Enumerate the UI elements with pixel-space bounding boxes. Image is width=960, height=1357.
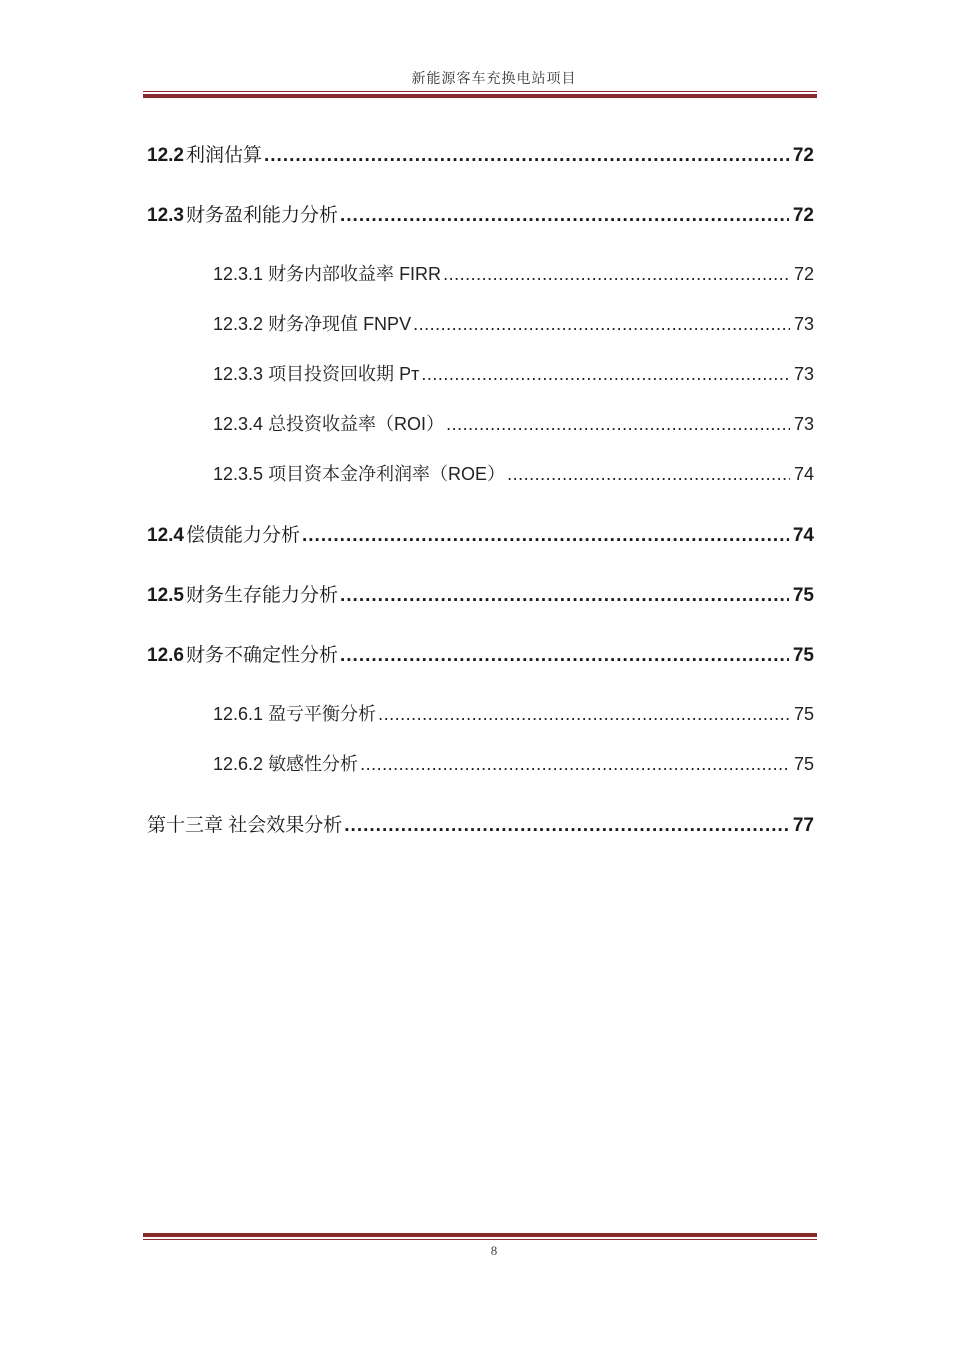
toc-entry-label: 12.3.3 项目投资回收期 Pт	[213, 364, 420, 384]
toc-dot-leader	[507, 464, 790, 485]
toc-dot-leader	[378, 704, 790, 725]
toc-dot-leader	[344, 815, 789, 837]
toc-entry-label: 12.6.2 敏感性分析	[213, 754, 359, 774]
toc-dot-leader	[302, 525, 789, 547]
page-number: 8	[490, 1243, 498, 1258]
toc-dot-leader	[264, 145, 789, 167]
toc-page-number: 74	[793, 464, 814, 484]
toc-dot-leader	[360, 754, 790, 775]
toc-entry-12-3-5[interactable]	[213, 460, 814, 486]
toc-entry-12-6-2[interactable]	[213, 750, 814, 776]
toc-dot-leader	[340, 585, 789, 607]
toc-entry-12-3-3[interactable]	[213, 360, 814, 386]
toc-entry-label: 12.5 财务生存能力分析	[147, 585, 338, 606]
toc-page-number: 77	[792, 815, 814, 836]
toc-page-number: 75	[793, 754, 814, 774]
toc-page-number: 73	[793, 314, 814, 334]
toc-page-number: 75	[792, 645, 814, 666]
toc-entry-label: 12.6 财务不确定性分析	[147, 645, 338, 666]
toc-entry-label: 12.3.4 总投资收益率（ROI）	[213, 414, 445, 434]
toc-entry-12-4[interactable]	[147, 520, 814, 547]
toc-dot-leader	[340, 645, 789, 667]
toc-dot-leader	[413, 314, 790, 335]
toc-page-number: 72	[793, 264, 814, 284]
toc-page-number: 73	[793, 414, 814, 434]
toc-entry-12-3-2[interactable]	[213, 310, 814, 336]
toc-dot-leader	[340, 205, 789, 227]
toc-entry-12-3-1[interactable]	[213, 260, 814, 286]
toc-entry-12-6-1[interactable]	[213, 700, 814, 726]
toc-page-number: 75	[793, 704, 814, 724]
toc-entry-label: 12.3.5 项目资本金净利润率（ROE）	[213, 464, 506, 484]
toc-entry-label: 12.2 利润估算	[147, 145, 262, 166]
footer-rule	[143, 1233, 817, 1240]
toc-page-number: 73	[793, 364, 814, 384]
toc-entry-label: 12.6.1 盈亏平衡分析	[213, 704, 377, 724]
toc-dot-leader	[446, 414, 790, 435]
toc-entry-12-3[interactable]	[147, 200, 814, 227]
toc-page-number: 75	[792, 585, 814, 606]
toc-entry-label: 12.3.2 财务净现值 FNPV	[213, 314, 412, 334]
toc-entry-12-6[interactable]	[147, 640, 814, 667]
toc-dot-leader	[421, 364, 790, 385]
toc-page-number: 74	[792, 525, 814, 546]
toc-dot-leader	[443, 264, 790, 285]
toc-entry-label: 第十三章 社会效果分析	[147, 815, 343, 836]
running-header-title: 新能源客车充换电站项目	[411, 72, 577, 87]
toc-entry-label: 12.4 偿债能力分析	[147, 525, 300, 546]
toc-entry-label: 12.3 财务盈利能力分析	[147, 205, 338, 226]
toc-entry-label: 12.3.1 财务内部收益率 FIRR	[213, 264, 442, 284]
toc-entry-chapter-13[interactable]	[147, 810, 814, 837]
toc-entry-12-3-4[interactable]	[213, 410, 814, 436]
toc-page-number: 72	[792, 205, 814, 226]
toc-entry-12-5[interactable]	[147, 580, 814, 607]
toc-page-number: 72	[792, 145, 814, 166]
toc-entry-12-2[interactable]	[147, 140, 814, 167]
